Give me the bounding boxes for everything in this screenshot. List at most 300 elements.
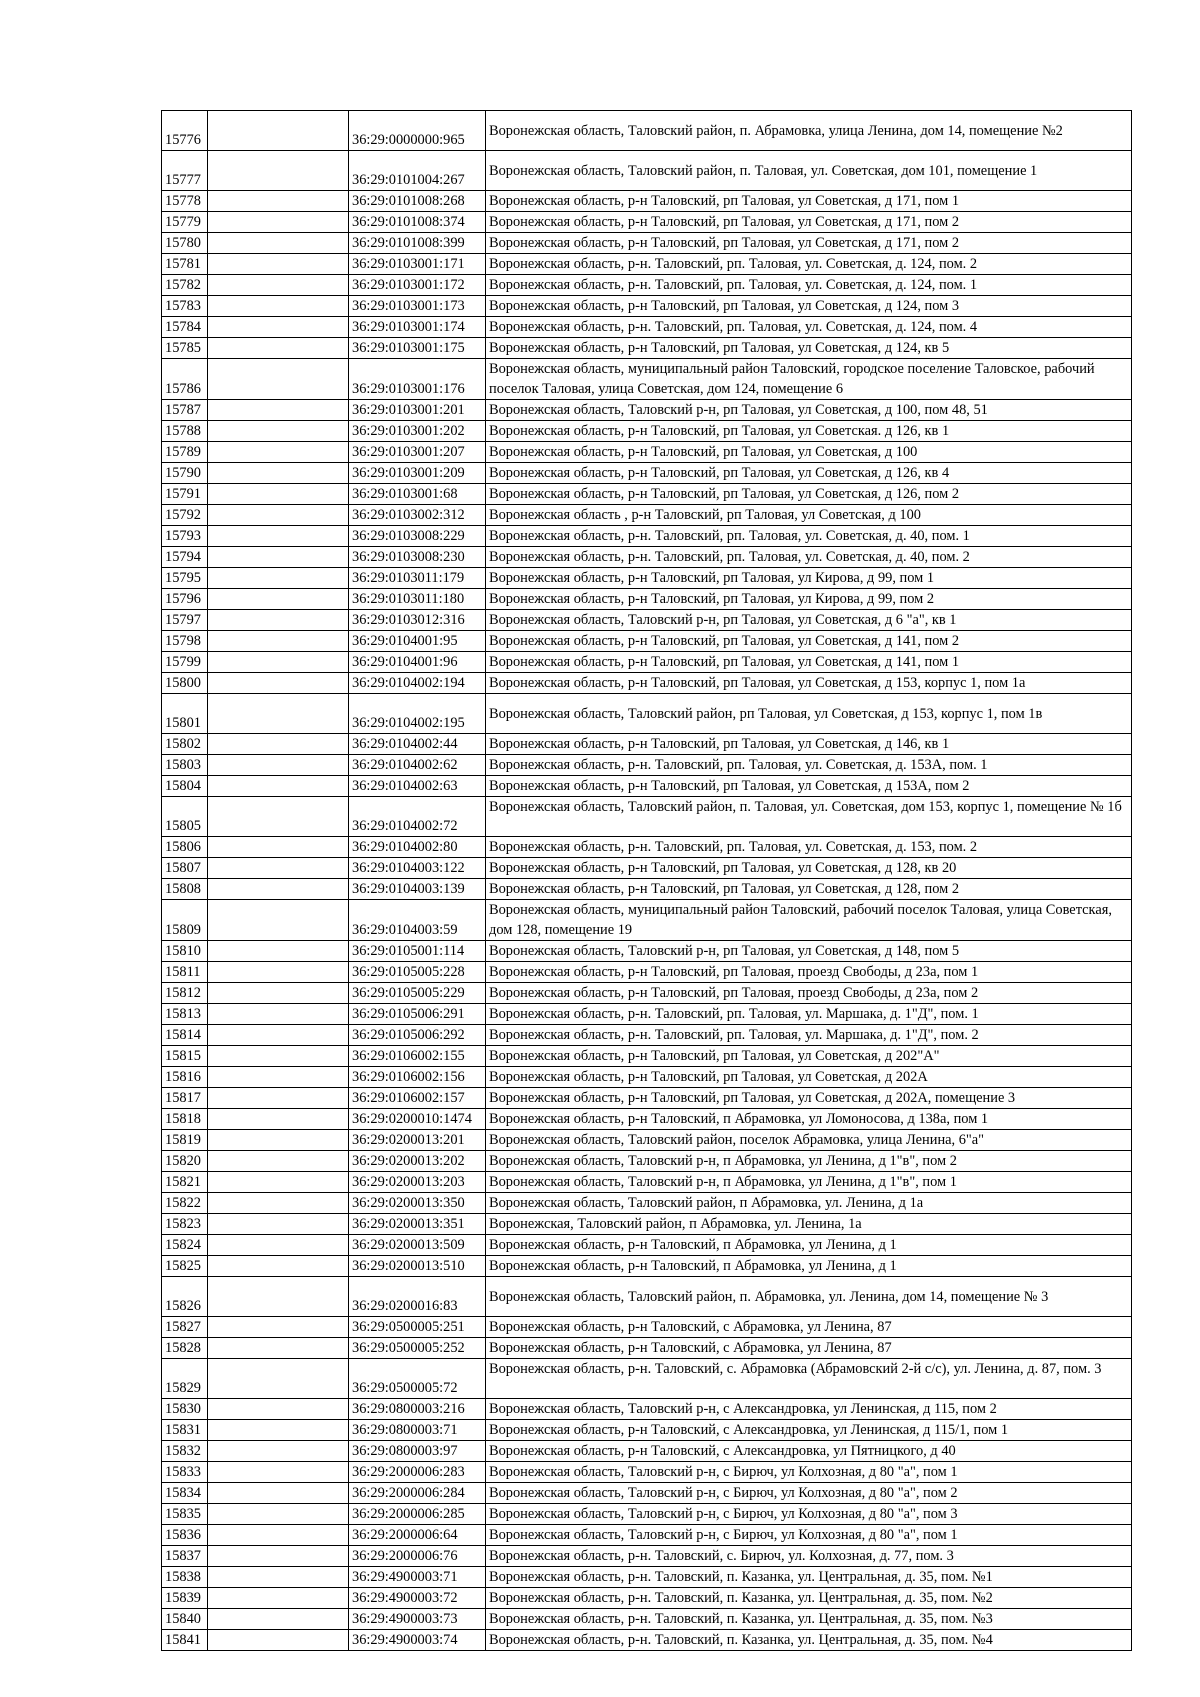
row-number-cell: 15839 [162,1588,208,1609]
row-number-cell: 15829 [162,1359,208,1399]
address-cell: Воронежская область, Таловский р-н, рп Таловая, ул Советская, д 148, пом 5 [486,941,1132,962]
address-cell: Воронежская область, р-н Таловский, рп Таловая, ул Кирова, д 99, пом 1 [486,568,1132,589]
empty-cell [208,1214,349,1235]
cadastral-number-cell: 36:29:0101008:374 [349,212,486,233]
table-row [162,212,1132,233]
cadastral-number-cell: 36:29:0500005:252 [349,1338,486,1359]
table-row [162,254,1132,275]
empty-cell [208,421,349,442]
cadastral-number-cell: 36:29:0103001:176 [349,359,486,400]
cadastral-number-cell: 36:29:4900003:72 [349,1588,486,1609]
address-cell: Воронежская область, р-н Таловский, с Абрамовка, ул Ленина, 87 [486,1317,1132,1338]
row-number-cell: 15777 [162,151,208,191]
empty-cell [208,610,349,631]
address-cell: Воронежская область, Таловский р-н, п Абрамовка, ул Ленина, д 1"в", пом 2 [486,1151,1132,1172]
table-row [162,1504,1132,1525]
address-cell: Воронежская область, р-н Таловский, рп Таловая, ул Советская, д 124, кв 5 [486,338,1132,359]
empty-cell [208,547,349,568]
table-row [162,151,1132,191]
table-row [162,1235,1132,1256]
row-number-cell: 15823 [162,1214,208,1235]
cadastral-number-cell: 36:29:2000006:285 [349,1504,486,1525]
cadastral-number-cell: 36:29:0106002:157 [349,1088,486,1109]
address-cell: Воронежская область, р-н Таловский, рп Таловая, ул Советская, д 100 [486,442,1132,463]
row-number-cell: 15778 [162,191,208,212]
row-number-cell: 15809 [162,900,208,941]
row-number-cell: 15787 [162,400,208,421]
row-number-cell: 15800 [162,673,208,694]
empty-cell [208,941,349,962]
cadastral-number-cell: 36:29:0800003:216 [349,1399,486,1420]
table-row [162,652,1132,673]
address-cell: Воронежская, Таловский район, п Абрамовка, ул. Ленина, 1а [486,1214,1132,1235]
address-cell: Воронежская область, р-н Таловский, рп Таловая, ул Советская, д 141, пом 1 [486,652,1132,673]
address-cell: Воронежская область, р-н. Таловский, п. Казанка, ул. Центральная, д. 35, пом. №3 [486,1609,1132,1630]
cadastral-number-cell: 36:29:0104002:62 [349,755,486,776]
cadastral-number-cell: 36:29:0104003:139 [349,879,486,900]
table-row [162,837,1132,858]
address-cell: Воронежская область, Таловский р-н, рп Таловая, ул Советская, д 100, пом 48, 51 [486,400,1132,421]
row-number-cell: 15835 [162,1504,208,1525]
cadastral-number-cell: 36:29:0104003:59 [349,900,486,941]
address-cell: Воронежская область, р-н Таловский, п Абрамовка, ул Ленина, д 1 [486,1256,1132,1277]
row-number-cell: 15815 [162,1046,208,1067]
address-cell: Воронежская область, р-н Таловский, рп Таловая, ул Советская, д 171, пом 2 [486,212,1132,233]
empty-cell [208,1193,349,1214]
cadastral-number-cell: 36:29:0104002:80 [349,837,486,858]
cadastral-number-cell: 36:29:0105006:292 [349,1025,486,1046]
row-number-cell: 15792 [162,505,208,526]
cadastral-number-cell: 36:29:0103008:230 [349,547,486,568]
empty-cell [208,1088,349,1109]
table-row [162,1025,1132,1046]
row-number-cell: 15834 [162,1483,208,1504]
table-row [162,879,1132,900]
empty-cell [208,317,349,338]
address-cell: Воронежская область, р-н Таловский, рп Таловая, проезд Свободы, д 23а, пом 1 [486,962,1132,983]
cadastral-number-cell: 36:29:0103012:316 [349,610,486,631]
empty-cell [208,191,349,212]
row-number-cell: 15828 [162,1338,208,1359]
empty-cell [208,1172,349,1193]
address-cell: Воронежская область, р-н. Таловский, рп. Таловая, ул. Советская, д. 124, пом. 1 [486,275,1132,296]
empty-cell [208,400,349,421]
address-cell: Воронежская область, р-н. Таловский, п. Казанка, ул. Центральная, д. 35, пом. №2 [486,1588,1132,1609]
address-cell: Воронежская область, р-н Таловский, с Абрамовка, ул Ленина, 87 [486,1338,1132,1359]
empty-cell [208,442,349,463]
table-row [162,1256,1132,1277]
cadastral-number-cell: 36:29:0500005:72 [349,1359,486,1399]
empty-cell [208,755,349,776]
address-cell: Воронежская область, р-н. Таловский, п. Казанка, ул. Центральная, д. 35, пом. №4 [486,1630,1132,1651]
table-row [162,1525,1132,1546]
address-cell: Воронежская область, р-н Таловский, рп Таловая, ул Советская, д 171, пом 2 [486,233,1132,254]
table-body [162,111,1132,1651]
table-row [162,317,1132,338]
address-cell: Воронежская область, р-н Таловский, рп Таловая, ул Советская, д 124, пом 3 [486,296,1132,317]
address-cell: Воронежская область , р-н Таловский, рп Таловая, ул Советская, д 100 [486,505,1132,526]
table-row [162,694,1132,734]
cadastral-number-cell: 36:29:0103001:68 [349,484,486,505]
table-row [162,1277,1132,1317]
table-row [162,568,1132,589]
table-row [162,858,1132,879]
empty-cell [208,359,349,400]
empty-cell [208,858,349,879]
table-row [162,505,1132,526]
empty-cell [208,797,349,837]
table-row [162,547,1132,568]
table-row [162,1130,1132,1151]
cadastral-number-cell: 36:29:0101008:268 [349,191,486,212]
address-cell: Воронежская область, р-н Таловский, рп Таловая, ул Советская, д 153А, пом 2 [486,776,1132,797]
row-number-cell: 15831 [162,1420,208,1441]
cadastral-number-cell: 36:29:0000000:965 [349,111,486,151]
empty-cell [208,212,349,233]
table-row [162,1609,1132,1630]
table-row [162,338,1132,359]
row-number-cell: 15810 [162,941,208,962]
cadastral-number-cell: 36:29:0103001:175 [349,338,486,359]
address-cell: Воронежская область, р-н. Таловский, рп. Таловая, ул. Советская, д. 40, пом. 2 [486,547,1132,568]
empty-cell [208,983,349,1004]
cadastral-number-cell: 36:29:0103001:202 [349,421,486,442]
cadastral-number-cell: 36:29:0800003:71 [349,1420,486,1441]
table-row [162,1483,1132,1504]
empty-cell [208,111,349,151]
row-number-cell: 15838 [162,1567,208,1588]
row-number-cell: 15780 [162,233,208,254]
address-cell: Воронежская область, р-н Таловский, п Абрамовка, ул Ленина, д 1 [486,1235,1132,1256]
empty-cell [208,734,349,755]
table-row [162,463,1132,484]
row-number-cell: 15795 [162,568,208,589]
table-row [162,1088,1132,1109]
empty-cell [208,1567,349,1588]
table-row [162,1046,1132,1067]
table-row [162,442,1132,463]
address-cell: Воронежская область, р-н Таловский, рп Таловая, ул Кирова, д 99, пом 2 [486,589,1132,610]
row-number-cell: 15803 [162,755,208,776]
address-cell: Воронежская область, Таловский район, п Абрамовка, ул. Ленина, д 1а [486,1193,1132,1214]
address-cell: Воронежская область, р-н Таловский, рп Таловая, ул Советская. д 126, кв 1 [486,421,1132,442]
cadastral-number-cell: 36:29:0105006:291 [349,1004,486,1025]
empty-cell [208,233,349,254]
address-cell: Воронежская область, р-н Таловский, рп Таловая, ул Советская, д 126, кв 4 [486,463,1132,484]
cadastral-number-cell: 36:29:0103001:172 [349,275,486,296]
cadastral-number-cell: 36:29:0200016:83 [349,1277,486,1317]
empty-cell [208,1338,349,1359]
cadastral-number-cell: 36:29:4900003:71 [349,1567,486,1588]
empty-cell [208,1525,349,1546]
row-number-cell: 15808 [162,879,208,900]
empty-cell [208,296,349,317]
address-cell: Воронежская область, Таловский р-н, п Абрамовка, ул Ленина, д 1"в", пом 1 [486,1172,1132,1193]
table-row [162,1441,1132,1462]
empty-cell [208,1151,349,1172]
address-cell: Воронежская область, Таловский р-н, с Александровка, ул Ленинская, д 115, пом 2 [486,1399,1132,1420]
table-row [162,983,1132,1004]
row-number-cell: 15841 [162,1630,208,1651]
cadastral-number-cell: 36:29:0104001:95 [349,631,486,652]
table-row [162,1588,1132,1609]
row-number-cell: 15796 [162,589,208,610]
row-number-cell: 15836 [162,1525,208,1546]
empty-cell [208,1046,349,1067]
address-cell: Воронежская область, р-н Таловский, рп Таловая, ул Советская, д 128, пом 2 [486,879,1132,900]
cadastral-number-cell: 36:29:2000006:283 [349,1462,486,1483]
empty-cell [208,1546,349,1567]
empty-cell [208,151,349,191]
address-cell: Воронежская область, Таловский р-н, с Бирюч, ул Колхозная, д 80 "а", пом 2 [486,1483,1132,1504]
row-number-cell: 15816 [162,1067,208,1088]
row-number-cell: 15832 [162,1441,208,1462]
address-cell: Воронежская область, р-н. Таловский, с. Бирюч, ул. Колхозная, д. 77, пом. 3 [486,1546,1132,1567]
row-number-cell: 15807 [162,858,208,879]
address-cell: Воронежская область, Таловский р-н, с Бирюч, ул Колхозная, д 80 "а", пом 1 [486,1462,1132,1483]
address-cell: Воронежская область, р-н. Таловский, п. Казанка, ул. Центральная, д. 35, пом. №1 [486,1567,1132,1588]
table-row [162,1151,1132,1172]
table-row [162,900,1132,941]
empty-cell [208,1256,349,1277]
empty-cell [208,673,349,694]
cadastral-number-cell: 36:29:4900003:73 [349,1609,486,1630]
row-number-cell: 15789 [162,442,208,463]
address-cell: Воронежская область, р-н. Таловский, рп. Таловая, ул. Маршака, д. 1"Д", пом. 1 [486,1004,1132,1025]
table-row [162,233,1132,254]
empty-cell [208,1109,349,1130]
row-number-cell: 15821 [162,1172,208,1193]
row-number-cell: 15805 [162,797,208,837]
row-number-cell: 15822 [162,1193,208,1214]
cadastral-number-cell: 36:29:0200013:202 [349,1151,486,1172]
table-row [162,776,1132,797]
cadastral-number-cell: 36:29:0105005:228 [349,962,486,983]
row-number-cell: 15798 [162,631,208,652]
row-number-cell: 15830 [162,1399,208,1420]
empty-cell [208,900,349,941]
cadastral-number-cell: 36:29:0103001:207 [349,442,486,463]
address-cell: Воронежская область, р-н Таловский, рп Таловая, ул Советская, д 126, пом 2 [486,484,1132,505]
cadastral-number-cell: 36:29:0103001:209 [349,463,486,484]
empty-cell [208,1483,349,1504]
row-number-cell: 15793 [162,526,208,547]
row-number-cell: 15776 [162,111,208,151]
table-row [162,734,1132,755]
row-number-cell: 15791 [162,484,208,505]
empty-cell [208,694,349,734]
table-row [162,1172,1132,1193]
cadastral-number-cell: 36:29:0104003:122 [349,858,486,879]
cadastral-number-cell: 36:29:0104002:194 [349,673,486,694]
empty-cell [208,589,349,610]
address-cell: Воронежская область, р-н Таловский, с Александровка, ул Ленинская, д 115/1, пом 1 [486,1420,1132,1441]
cadastral-number-cell: 36:29:0103001:201 [349,400,486,421]
table-row [162,359,1132,400]
address-cell: Воронежская область, Таловский район, поселок Абрамовка, улица Ленина, 6"а" [486,1130,1132,1151]
row-number-cell: 15788 [162,421,208,442]
table-row [162,111,1132,151]
address-cell: Воронежская область, Таловский р-н, рп Таловая, ул Советская, д 6 "а", кв 1 [486,610,1132,631]
row-number-cell: 15813 [162,1004,208,1025]
table-row [162,1420,1132,1441]
address-cell: Воронежская область, Таловский район, п. Абрамовка, улица Ленина, дом 14, помещение №2 [486,111,1132,151]
row-number-cell: 15784 [162,317,208,338]
cadastral-number-cell: 36:29:0104002:44 [349,734,486,755]
table-row [162,962,1132,983]
empty-cell [208,505,349,526]
cadastral-number-cell: 36:29:0200013:351 [349,1214,486,1235]
table-row [162,296,1132,317]
row-number-cell: 15799 [162,652,208,673]
row-number-cell: 15811 [162,962,208,983]
empty-cell [208,526,349,547]
table-row [162,421,1132,442]
empty-cell [208,1277,349,1317]
address-cell: Воронежская область, Таловский р-н, с Бирюч, ул Колхозная, д 80 "а", пом 1 [486,1525,1132,1546]
table-row [162,1359,1132,1399]
address-cell: Воронежская область, р-н Таловский, рп Таловая, ул Советская, д 171, пом 1 [486,191,1132,212]
address-cell: Воронежская область, Таловский р-н, с Бирюч, ул Колхозная, д 80 "а", пом 3 [486,1504,1132,1525]
address-cell: Воронежская область, р-н Таловский, с Александровка, ул Пятницкого, д 40 [486,1441,1132,1462]
table-row [162,1546,1132,1567]
cadastral-number-cell: 36:29:0103001:171 [349,254,486,275]
empty-cell [208,1462,349,1483]
address-cell: Воронежская область, р-н. Таловский, рп. Таловая, ул. Советская, д. 153, пом. 2 [486,837,1132,858]
table-row [162,1004,1132,1025]
table-row [162,1630,1132,1651]
row-number-cell: 15840 [162,1609,208,1630]
cadastral-number-cell: 36:29:0103011:180 [349,589,486,610]
empty-cell [208,652,349,673]
cadastral-number-cell: 36:29:0101004:267 [349,151,486,191]
row-number-cell: 15806 [162,837,208,858]
empty-cell [208,254,349,275]
table-row [162,755,1132,776]
row-number-cell: 15781 [162,254,208,275]
row-number-cell: 15817 [162,1088,208,1109]
row-number-cell: 15790 [162,463,208,484]
cadastral-number-cell: 36:29:0500005:251 [349,1317,486,1338]
cadastral-number-cell: 36:29:0103001:174 [349,317,486,338]
cadastral-number-cell: 36:29:0106002:155 [349,1046,486,1067]
cadastral-number-cell: 36:29:0103011:179 [349,568,486,589]
address-cell: Воронежская область, р-н Таловский, рп Таловая, ул Советская, д 128, кв 20 [486,858,1132,879]
table-row [162,941,1132,962]
row-number-cell: 15820 [162,1151,208,1172]
address-cell: Воронежская область, муниципальный район Таловский, рабочий поселок Таловая, улица Советская, дом 128, помещение 19 [486,900,1132,941]
empty-cell [208,1504,349,1525]
row-number-cell: 15824 [162,1235,208,1256]
cadastral-number-cell: 36:29:0101008:399 [349,233,486,254]
address-cell: Воронежская область, р-н. Таловский, рп. Таловая, ул. Маршака, д. 1"Д", пом. 2 [486,1025,1132,1046]
empty-cell [208,879,349,900]
table-row [162,484,1132,505]
table-row [162,589,1132,610]
row-number-cell: 15785 [162,338,208,359]
cadastral-number-cell: 36:29:0104001:96 [349,652,486,673]
empty-cell [208,463,349,484]
empty-cell [208,1441,349,1462]
cadastral-number-cell: 36:29:0200010:1474 [349,1109,486,1130]
row-number-cell: 15825 [162,1256,208,1277]
empty-cell [208,776,349,797]
address-cell: Воронежская область, Таловский район, п. Абрамовка, ул. Ленина, дом 14, помещение № 3 [486,1277,1132,1317]
row-number-cell: 15818 [162,1109,208,1130]
address-cell: Воронежская область, р-н Таловский, рп Таловая, ул Советская, д 146, кв 1 [486,734,1132,755]
address-cell: Воронежская область, р-н Таловский, рп Таловая, ул Советская, д 202А, помещение 3 [486,1088,1132,1109]
table-row [162,610,1132,631]
table-row [162,1317,1132,1338]
table-row [162,1109,1132,1130]
cadastral-number-cell: 36:29:0103001:173 [349,296,486,317]
cadastral-number-cell: 36:29:0106002:156 [349,1067,486,1088]
table-row [162,526,1132,547]
row-number-cell: 15833 [162,1462,208,1483]
table-row [162,191,1132,212]
row-number-cell: 15794 [162,547,208,568]
row-number-cell: 15782 [162,275,208,296]
address-cell: Воронежская область, р-н Таловский, рп Таловая, ул Советская, д 202"А" [486,1046,1132,1067]
row-number-cell: 15801 [162,694,208,734]
row-number-cell: 15783 [162,296,208,317]
row-number-cell: 15826 [162,1277,208,1317]
empty-cell [208,1067,349,1088]
empty-cell [208,1130,349,1151]
cadastral-number-cell: 36:29:0200013:509 [349,1235,486,1256]
empty-cell [208,1609,349,1630]
row-number-cell: 15797 [162,610,208,631]
address-cell: Воронежская область, р-н Таловский, рп Таловая, ул Советская, д 153, корпус 1, пом 1а [486,673,1132,694]
table-row [162,631,1132,652]
empty-cell [208,1588,349,1609]
address-cell: Воронежская область, р-н Таловский, рп Таловая, проезд Свободы, д 23а, пом 2 [486,983,1132,1004]
empty-cell [208,1004,349,1025]
row-number-cell: 15779 [162,212,208,233]
row-number-cell: 15804 [162,776,208,797]
address-cell: Воронежская область, р-н. Таловский, рп. Таловая, ул. Советская, д. 124, пом. 2 [486,254,1132,275]
empty-cell [208,631,349,652]
cadastral-number-cell: 36:29:0105001:114 [349,941,486,962]
cadastral-number-cell: 36:29:0104002:72 [349,797,486,837]
empty-cell [208,484,349,505]
empty-cell [208,1317,349,1338]
table-row [162,1338,1132,1359]
row-number-cell: 15786 [162,359,208,400]
cadastral-number-cell: 36:29:2000006:76 [349,1546,486,1567]
address-cell: Воронежская область, Таловский район, п. Таловая, ул. Советская, дом 101, помещение 1 [486,151,1132,191]
cadastral-number-cell: 36:29:0104002:63 [349,776,486,797]
empty-cell [208,1630,349,1651]
table-row [162,1193,1132,1214]
table-row [162,673,1132,694]
empty-cell [208,338,349,359]
table-row [162,1462,1132,1483]
row-number-cell: 15827 [162,1317,208,1338]
cadastral-number-cell: 36:29:4900003:74 [349,1630,486,1651]
empty-cell [208,275,349,296]
table-row [162,1214,1132,1235]
row-number-cell: 15837 [162,1546,208,1567]
cadastral-number-cell: 36:29:0103008:229 [349,526,486,547]
row-number-cell: 15802 [162,734,208,755]
address-cell: Воронежская область, р-н Таловский, п Абрамовка, ул Ломоносова, д 138а, пом 1 [486,1109,1132,1130]
address-cell: Воронежская область, р-н. Таловский, рп. Таловая, ул. Советская, д. 153А, пом. 1 [486,755,1132,776]
cadastral-number-cell: 36:29:0200013:201 [349,1130,486,1151]
cadastral-number-cell: 36:29:2000006:64 [349,1525,486,1546]
cadastral-number-cell: 36:29:0104002:195 [349,694,486,734]
empty-cell [208,1359,349,1399]
